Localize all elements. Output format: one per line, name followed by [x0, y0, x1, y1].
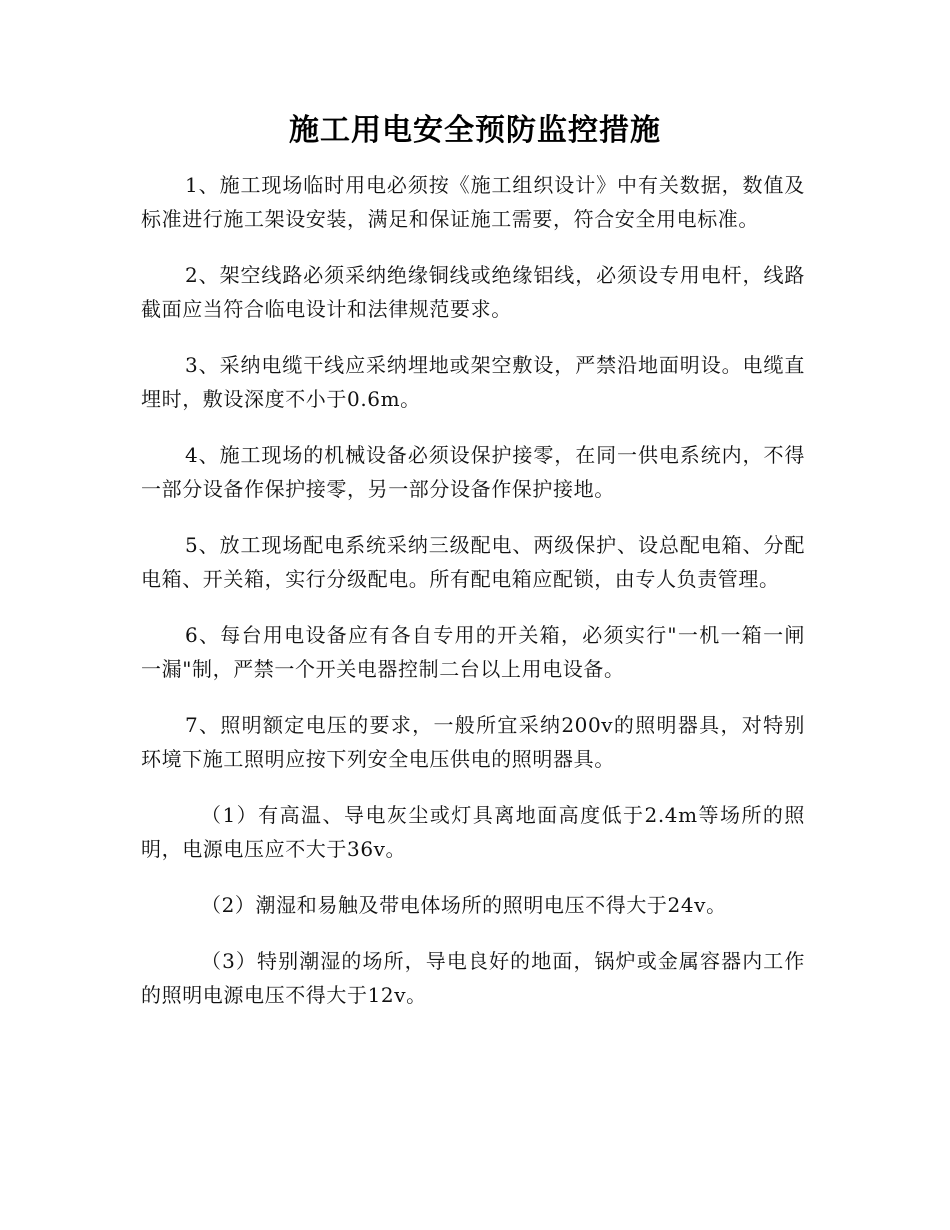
- paragraph-7: 7、照明额定电压的要求，一般所宜采纳200v的照明器具，对特别环境下施工照明应按下列安全电压供电的照明器具。: [141, 713, 805, 771]
- sub-item-2: （2）潮湿和易触及带电体场所的照明电压不得大于24v。: [201, 893, 727, 917]
- document-body: [141, 168, 805, 1034]
- paragraph-2: 2、架空线路必须采纳绝缘铜线或绝缘铝线，必须设专用电杆，线路截面应当符合临电设计和法律规范要求。: [141, 263, 805, 321]
- paragraph-6: 6、每台用电设备应有各自专用的开关箱，必须实行"一机一箱一闸一漏"制，严禁一个开关电器控制二台以上用电设备。: [141, 623, 805, 681]
- document-title: 施工用电安全预防监控措施: [289, 113, 661, 148]
- sub-item-3: （3）特别潮湿的场所，导电良好的地面，锅炉或金属容器内工作的照明电源电压不得大于12v。: [141, 949, 805, 1007]
- sub-item-1: （1）有高温、导电灰尘或灯具离地面高度低于2.4m等场所的照明，电源电压应不大于36v。: [141, 803, 805, 861]
- paragraph-4: 4、施工现场的机械设备必须设保护接零，在同一供电系统内，不得一部分设备作保护接零，另一部分设备作保护接地。: [141, 443, 805, 501]
- paragraph-1: 1、施工现场临时用电必须按《施工组织设计》中有关数据，数值及标准进行施工架设安装，满足和保证施工需要，符合安全用电标准。: [141, 173, 805, 231]
- paragraph-5: 5、放工现场配电系统采纳三级配电、两级保护、设总配电箱、分配电箱、开关箱，实行分级配电。所有配电箱应配锁，由专人负责管理。: [141, 533, 805, 591]
- paragraph-3: 3、采纳电缆干线应采纳埋地或架空敷设，严禁沿地面明设。电缆直埋时，敷设深度不小于0.6m。: [141, 353, 805, 411]
